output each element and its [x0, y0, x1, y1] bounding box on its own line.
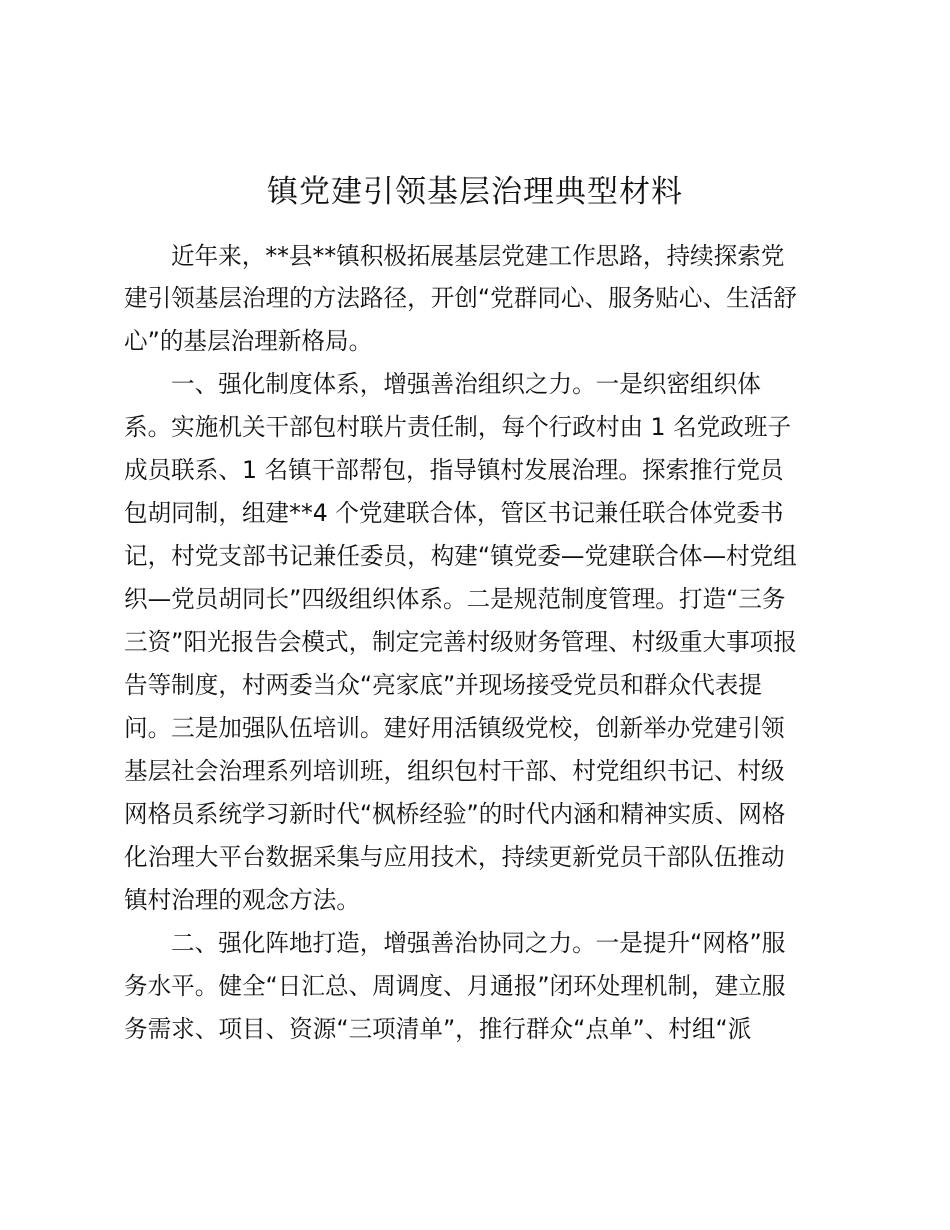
paragraph-2-line-4: 包胡同制，组建**4 个党建联合体，管区书记兼任联合体党委书 [124, 499, 784, 527]
paragraph-1-line-1: 近年来，**县**镇积极拓展基层党建工作思路，持续探索党 [171, 242, 785, 270]
paragraph-3-line-3: 务需求、项目、资源“三项清单”，推行群众“点单”、村组“派 [124, 1015, 752, 1043]
paragraph-1-line-3: 心”的基层治理新格局。 [124, 327, 373, 355]
paragraph-2-line-3: 成员联系、1 名镇干部帮包，指导镇村发展治理。探索推行党员 [124, 456, 784, 484]
paragraph-2-line-6: 织—党员胡同长”四级组织体系。二是规范制度管理。打造“三务 [124, 585, 786, 613]
paragraph-2-line-12: 化治理大平台数据采集与应用技术，持续更新党员干部队伍推动 [124, 843, 785, 871]
paragraph-2-line-13: 镇村治理的观念方法。 [124, 886, 360, 914]
paragraph-2-line-9: 问。三是加强队伍培训。建好用活镇级党校，创新举办党建引领 [124, 714, 785, 742]
paragraph-3-line-1: 二、强化阵地打造，增强善治协同之力。一是提升“网格”服 [171, 929, 786, 957]
paragraph-3-line-2: 务水平。健全“日汇总、周调度、月通报”闭环处理机制，建立服 [124, 972, 786, 1000]
paragraph-2-line-11: 网格员系统学习新时代“枫桥经验”的时代内涵和精神实质、网格 [124, 800, 786, 828]
paragraph-2-line-8: 告等制度，村两委当众“亮家底”并现场接受党员和群众代表提 [124, 671, 762, 699]
document-title: 镇党建引领基层治理典型材料 [267, 174, 683, 210]
paragraph-2-line-1: 一、强化制度体系，增强善治组织之力。一是织密组织体 [171, 370, 761, 398]
paragraph-2-line-2: 系。实施机关干部包村联片责任制，每个行政村由 1 名党政班子 [124, 413, 792, 441]
paragraph-2-line-5: 记，村党支部书记兼任委员，构建“镇党委—党建联合体—村党组 [124, 542, 797, 570]
paragraph-2-line-10: 基层社会治理系列培训班，组织包村干部、村党组织书记、村级 [124, 757, 785, 785]
paragraph-1-line-2: 建引领基层治理的方法路径，开创“党群同心、服务贴心、生活舒 [124, 284, 797, 312]
paragraph-2-line-7: 三资”阳光报告会模式，制定完善村级财务管理、村级重大事项报 [124, 628, 797, 656]
